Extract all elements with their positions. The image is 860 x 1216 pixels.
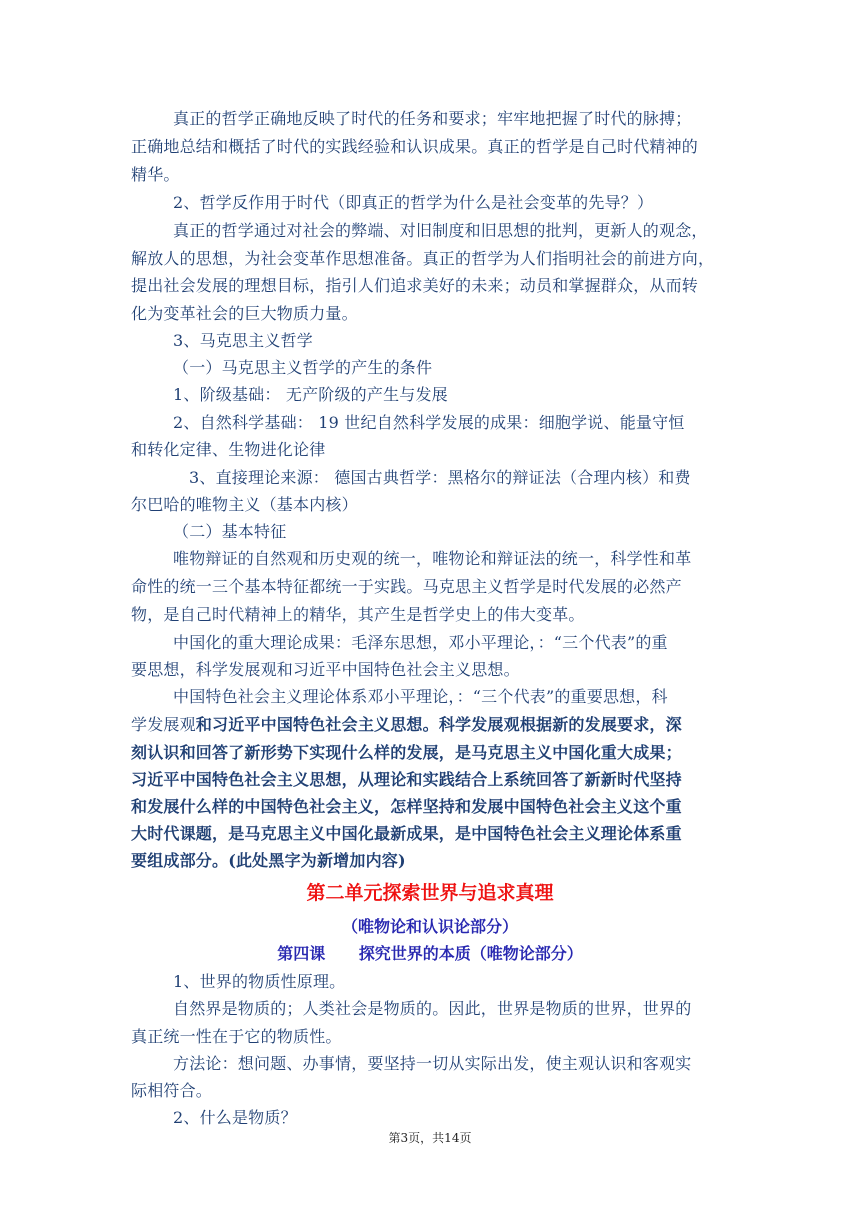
paragraph-line-mixed <box>131 712 682 735</box>
paragraph-line: 2、哲学反作用于时代（即真正的哲学为什么是社会变革的先导？） <box>173 193 654 212</box>
paragraph-line: 方法论：想问题、办事情，要坚持一切从实际出发，使主观认识和客观实 <box>173 1054 692 1073</box>
paragraph-line: 真正的哲学正确地反映了时代的任务和要求；牢牢地把握了时代的脉搏； <box>173 109 692 128</box>
paragraph-line-bold: 刻认识和回答了新形势下实现什么样的发展，是马克思主义中国化重大成果； <box>131 743 682 762</box>
subsection-heading: （二）基本特征 <box>173 522 287 541</box>
paragraph-line: 正确地总结和概括了时代的实践经验和认识成果。真正的哲学是自己时代精神的 <box>131 137 699 156</box>
paragraph-line: 1、世界的物质性原理。 <box>173 972 346 991</box>
paragraph-line: 要思想，科学发展观和习近平中国特色社会主义思想。 <box>131 660 520 679</box>
paragraph-line: 物，是自己时代精神上的精华，其产生是哲学史上的伟大变革。 <box>131 605 585 624</box>
subsection-heading: （一）马克思主义哲学的产生的条件 <box>173 358 433 377</box>
paragraph-text: 学发展观 <box>131 715 196 734</box>
paragraph-line: 和转化定律、生物进化论律 <box>131 440 326 459</box>
paragraph-line: 际相符合。 <box>131 1081 213 1100</box>
paragraph-line: 精华。 <box>131 165 180 184</box>
paragraph-line: 中国特色社会主义理论体系邓小平理论，：“三个代表”的重要思想，科 <box>173 687 668 706</box>
paragraph-line: 1、阶级基础： 无产阶级的产生与发展 <box>173 385 448 404</box>
paragraph-line: 3、直接理论来源： 德国古典哲学：黑格尔的辩证法（合理内核）和费 <box>189 468 691 487</box>
paragraph-text-bold: 和习近平中国特色社会主义思想。科学发展观根据新的发展要求，深 <box>195 715 682 734</box>
paragraph-line: 2、什么是物质？ <box>173 1108 297 1127</box>
paragraph-line-bold: 要组成部分。(此处黑字为新增加内容) <box>131 851 406 870</box>
unit-subtitle: （唯物论和认识论部分） <box>341 917 518 936</box>
paragraph-line: 唯物辩证的自然观和历史观的统一，唯物论和辩证法的统一，科学性和革 <box>173 549 692 568</box>
paragraph-line: 解放人的思想，为社会变革作思想准备。真正的哲学为人们指明社会的前进方向， <box>131 249 715 268</box>
paragraph-line: 化为变革社会的巨大物质力量。 <box>131 304 358 323</box>
paragraph-line: 中国化的重大理论成果：毛泽东思想，邓小平理论，：“三个代表”的重 <box>173 633 668 652</box>
paragraph-line: 2、自然科学基础： 19 世纪自然科学发展的成果：细胞学说、能量守恒 <box>173 413 685 432</box>
paragraph-line: 命性的统一三个基本特征都统一于实践。马克思主义哲学是时代发展的必然产 <box>131 577 682 596</box>
lesson-title: 第四课 探究世界的本质（唯物论部分） <box>277 944 583 963</box>
paragraph-line-bold: 和发展什么样的中国特色社会主义，怎样坚持和发展中国特色社会主义这个重 <box>131 797 682 816</box>
paragraph-line: 提出社会发展的理想目标，指引人们追求美好的未来；动员和掌握群众，从而转 <box>131 276 699 295</box>
paragraph-line: 自然界是物质的；人类社会是物质的。因此，世界是物质的世界，世界的 <box>173 999 692 1018</box>
page-number: 第3页，共14页 <box>388 1131 472 1145</box>
section-heading: 3、马克思主义哲学 <box>173 331 313 350</box>
paragraph-line: 真正的哲学通过对社会的弊端、对旧制度和旧思想的批判，更新人的观念， <box>173 221 708 240</box>
paragraph-line: 真正统一性在于它的物质性。 <box>131 1027 342 1046</box>
unit-title: 第二单元探索世界与追求真理 <box>306 882 554 904</box>
paragraph-line-bold: 习近平中国特色社会主义思想，从理论和实践结合上系统回答了新新时代坚持 <box>131 770 682 789</box>
paragraph-line: 尔巴哈的唯物主义（基本内核） <box>131 495 358 514</box>
paragraph-line-bold: 大时代课题，是马克思主义中国化最新成果，是中国特色社会主义理论体系重 <box>131 824 682 843</box>
